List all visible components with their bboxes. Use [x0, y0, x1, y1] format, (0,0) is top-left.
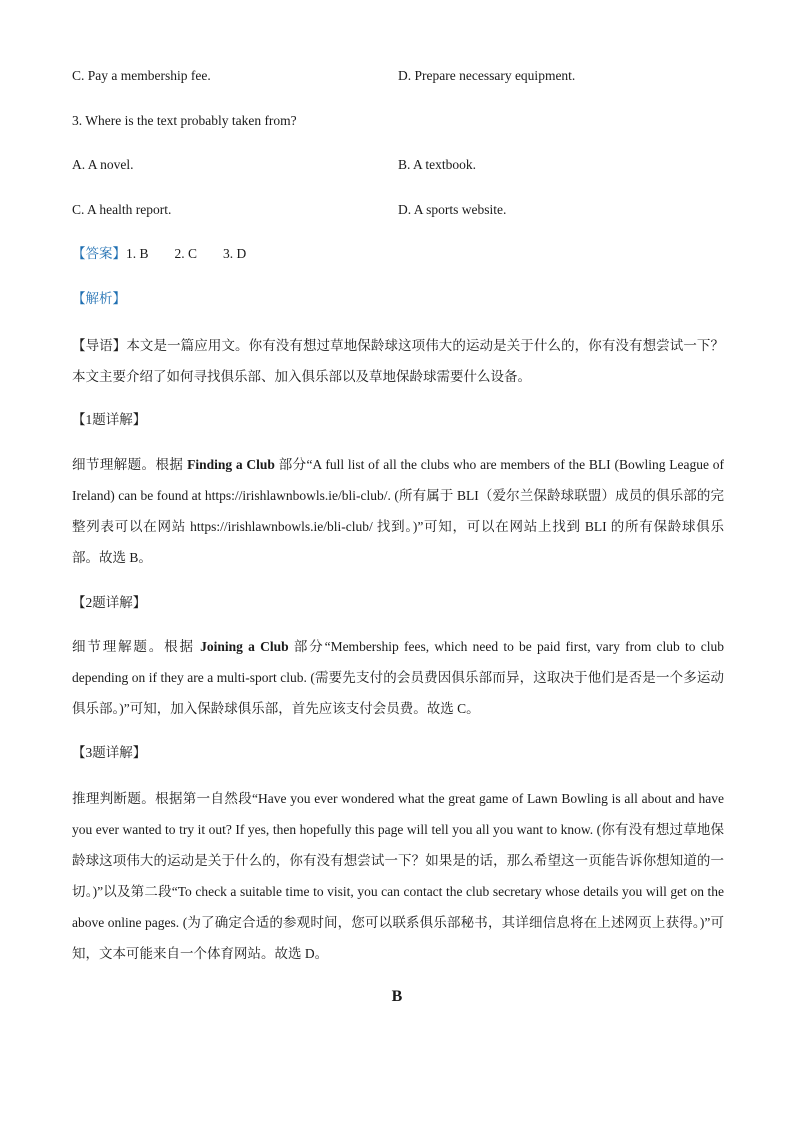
detail-1-heading: 【1题详解】 — [72, 412, 147, 427]
detail-2-paragraph: 细节理解题。根据 Joining a Club 部分“Membership fees, which need to be paid first, vary from club to club depending on if they are a multi-sport club. (需要先支付的会员费因俱乐部而异，这取决于他们是否是一个多运动俱乐部。)”可知，加入保龄球俱乐部，首先应该支付会员费。故选 C。 — [72, 639, 725, 716]
question-3: 3. Where is the text probably taken from? — [72, 113, 297, 128]
option-3c: C. A health report. — [72, 202, 172, 217]
guide-tag: 【导语】 — [72, 338, 127, 353]
section-label: B — [391, 988, 403, 1005]
joining-a-club-term: Joining a Club — [200, 639, 289, 654]
detail-1-paragraph: 细节理解题。根据 Finding a Club 部分“A full list of all the clubs who are members of the BLI (Bowling League of Ireland) can be found at https://irishlawnbowls.ie/bli-club/. (所有属于 BLI（爱尔兰保龄球联盟）成员的俱乐部的完整列表可以在网站 https://irishlawnbowls.ie/bli-club/ 找到。)”可知，可以在网站上找到 BLI 的所有保龄球俱乐部。故选 B。 — [72, 457, 724, 565]
guide-paragraph — [72, 330, 724, 392]
finding-a-club-term: Finding a Club — [187, 457, 275, 472]
option-2d: D. Prepare necessary equipment. — [398, 68, 576, 83]
guide-text: 本文是一篇应用文。你有没有想过草地保龄球这项伟大的运动是关于什么的，你有没有想尝试一下？本文主要介绍了如何寻找俱乐部、加入俱乐部以及草地保龄球需要什么设备。 — [72, 338, 725, 384]
answer-tag: 【答案】 — [72, 246, 126, 261]
analysis-tag: 【解析】 — [72, 291, 126, 306]
option-3b: B. A textbook. — [398, 157, 477, 172]
option-2c: C. Pay a membership fee. — [72, 68, 211, 83]
detail-3-paragraph: 推理判断题。根据第一自然段“Have you ever wondered what the great game of Lawn Bowling is all about and have you ever wanted to try it out? If yes, then hopefully this page will tell you all you want to know. (你有没有想过草地保龄球这项伟大的运动是关于什么的，你有没有想尝试一下？如果是的话，那么希望这一页能告诉你想知道的一切。)”以及第二段“To check a suitable time to visit, you can contact the club secretary whose details you will get on the above online pages. (为了确定合适的参观时间，您可以联系俱乐部秘书，其详细信息将在上述网页上获得。)”可知，文本可能来自一个体育网站。故选 D。 — [72, 791, 724, 961]
answer-item-3: 3. D — [223, 246, 247, 261]
option-3d: D. A sports website. — [398, 202, 507, 217]
answer-item-2: 2. C — [174, 246, 198, 261]
detail-2-heading: 【2题详解】 — [72, 595, 147, 610]
option-3a: A. A novel. — [72, 157, 134, 172]
answer-item-1: 1. B — [126, 246, 149, 261]
answer-line — [72, 245, 724, 263]
detail-3-heading: 【3题详解】 — [72, 745, 147, 760]
